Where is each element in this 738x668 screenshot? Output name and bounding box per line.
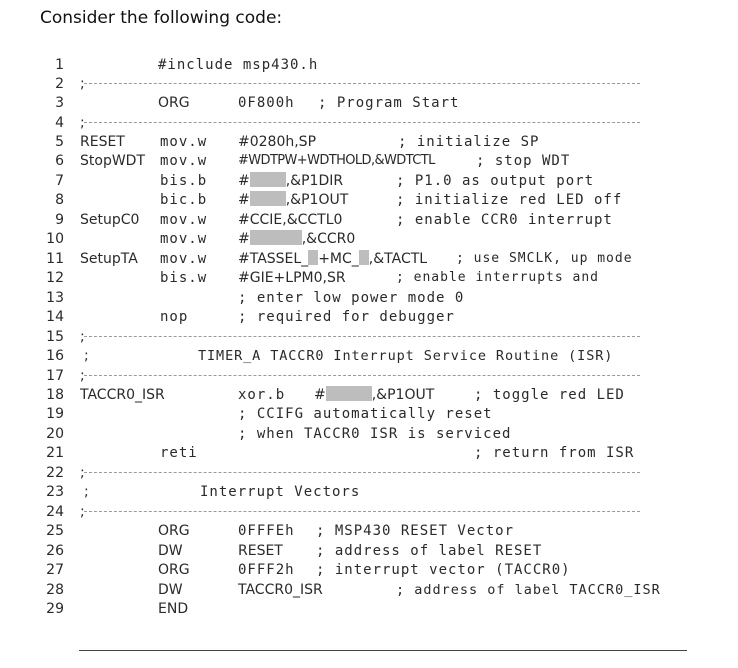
code-line-11 <box>0 250 738 268</box>
line-number: 28 <box>46 582 64 598</box>
instruction: nop <box>160 309 189 325</box>
separator-line <box>84 122 640 123</box>
instruction: mov.w <box>160 134 208 150</box>
intro-text: Consider the following code: <box>40 8 283 28</box>
separator-line <box>84 336 640 337</box>
code-line-21 <box>0 444 738 462</box>
line-number: 29 <box>46 601 64 617</box>
separator-line <box>84 511 640 512</box>
line-number: 11 <box>46 251 64 267</box>
line-number: 26 <box>46 543 64 559</box>
comment: ; interrupt vector (TACCR0) <box>316 562 571 578</box>
separator-line <box>84 472 640 473</box>
directive: END <box>158 601 189 617</box>
line-number: 7 <box>55 173 64 189</box>
code-line-19 <box>0 405 738 423</box>
code-line-15 <box>0 328 738 346</box>
include-directive: #include msp430.h <box>158 57 319 73</box>
comment: ; required for debugger <box>238 309 455 325</box>
operand: TACCR0_ISR <box>238 582 323 598</box>
comment-semicolon: ; <box>80 368 85 384</box>
comment: ; CCIFG automatically reset <box>238 406 493 422</box>
code-line-10 <box>0 230 738 248</box>
comment: ; initialize SP <box>398 134 540 150</box>
operand: 0FFF2h <box>238 562 295 578</box>
instruction: bis.b <box>160 173 208 189</box>
code-line-17 <box>0 367 738 385</box>
comment-semicolon: ; <box>80 115 85 131</box>
operand: RESET <box>238 543 283 559</box>
line-number: 4 <box>55 115 64 131</box>
code-line-29 <box>0 600 738 618</box>
line-number: 8 <box>55 192 64 208</box>
instruction: xor.b <box>238 387 286 403</box>
separator-line <box>84 83 640 84</box>
code-line-12 <box>0 269 738 287</box>
separator-line <box>84 375 640 376</box>
comment: ; stop WDT <box>476 153 571 169</box>
line-number: 2 <box>55 76 64 92</box>
comment-semicolon: ; <box>80 504 85 520</box>
code-line-20 <box>0 425 738 443</box>
comment-semicolon: ; <box>84 348 89 364</box>
code-label: SetupTA <box>80 251 138 267</box>
operand: #CCIE,&CCTL0 <box>238 212 343 228</box>
comment-semicolon: ; <box>84 484 89 500</box>
code-line-6 <box>0 152 738 170</box>
bottom-rule <box>79 650 687 651</box>
comment: ; when TACCR0 ISR is serviced <box>238 426 512 442</box>
line-number: 12 <box>46 270 64 286</box>
operand: 0FFFEh <box>238 523 295 539</box>
code-line-25 <box>0 522 738 540</box>
line-number: 6 <box>55 153 64 169</box>
comment: ; enter low power mode 0 <box>238 290 465 306</box>
code-label: TACCR0_ISR <box>80 387 165 403</box>
code-label: RESET <box>80 134 125 150</box>
instruction: mov.w <box>160 153 208 169</box>
instruction: bis.w <box>160 270 208 286</box>
directive: ORG <box>158 523 190 539</box>
section-title: TIMER_A TACCR0 Interrupt Service Routine (ISR) <box>198 348 614 364</box>
redacted-box <box>326 386 372 401</box>
code-line-27 <box>0 561 738 579</box>
operand: # ,&CCR0 <box>238 231 356 247</box>
line-number: 13 <box>46 290 64 306</box>
code-line-28 <box>0 581 738 599</box>
instruction: bic.b <box>160 192 208 208</box>
line-number: 20 <box>46 426 64 442</box>
redacted-box <box>250 230 302 245</box>
comment: ; address of label RESET <box>316 543 543 559</box>
directive: DW <box>158 543 183 559</box>
operand: # ,&P1OUT <box>238 192 349 208</box>
code-line-9 <box>0 211 738 229</box>
line-number: 15 <box>46 329 64 345</box>
code-line-3 <box>0 94 738 112</box>
operand: #WDTPW+WDTHOLD,&WDTCTL <box>238 153 435 168</box>
code-line-23 <box>0 483 738 501</box>
redacted-box <box>308 250 318 265</box>
line-number: 19 <box>46 406 64 422</box>
line-number: 23 <box>46 484 64 500</box>
code-line-13 <box>0 289 738 307</box>
code-line-24 <box>0 503 738 521</box>
operand: #0280h,SP <box>238 134 317 150</box>
code-line-16 <box>0 347 738 365</box>
comment: ; use SMCLK, up mode <box>456 251 633 266</box>
operand: # ,&P1OUT <box>314 387 435 403</box>
comment: ; MSP430 RESET Vector <box>316 523 515 539</box>
code-label: StopWDT <box>80 153 146 169</box>
operand: #GIE+LPM0,SR <box>238 270 346 286</box>
code-line-2 <box>0 75 738 93</box>
comment-semicolon: ; <box>80 329 85 345</box>
line-number: 21 <box>46 445 64 461</box>
line-number: 1 <box>55 57 64 73</box>
redacted-box <box>250 172 286 187</box>
code-line-8 <box>0 191 738 209</box>
code-line-18 <box>0 386 738 404</box>
code-line-26 <box>0 542 738 560</box>
code-line-1 <box>0 56 738 74</box>
code-line-7 <box>0 172 738 190</box>
comment: ; P1.0 as output port <box>396 173 595 189</box>
instruction: mov.w <box>160 212 208 228</box>
comment-semicolon: ; <box>80 76 85 92</box>
line-number: 16 <box>46 348 64 364</box>
line-number: 14 <box>46 309 64 325</box>
redacted-box <box>250 191 286 206</box>
redacted-box <box>359 250 369 265</box>
instruction: reti <box>160 445 198 461</box>
line-number: 27 <box>46 562 64 578</box>
comment: ; enable CCR0 interrupt <box>396 212 613 228</box>
comment: ; enable interrupts and <box>396 270 600 285</box>
line-number: 18 <box>46 387 64 403</box>
directive: DW <box>158 582 183 598</box>
code-line-5 <box>0 133 738 151</box>
line-number: 25 <box>46 523 64 539</box>
code-line-14 <box>0 308 738 326</box>
operand: # ,&P1DIR <box>238 173 344 189</box>
comment: ; return from ISR <box>474 445 635 461</box>
line-number: 9 <box>55 212 64 228</box>
code-label: SetupC0 <box>80 212 140 228</box>
directive: ORG <box>158 562 190 578</box>
instruction: mov.w <box>160 231 208 247</box>
operand: #TASSEL_ +MC_ ,&TACTL <box>238 251 428 267</box>
line-number: 10 <box>46 231 64 247</box>
directive: ORG <box>158 95 190 111</box>
comment-semicolon: ; <box>80 465 85 481</box>
line-number: 3 <box>55 95 64 111</box>
comment: ; toggle red LED <box>474 387 625 403</box>
section-title: Interrupt Vectors <box>200 484 361 500</box>
line-number: 5 <box>55 134 64 150</box>
comment: ; initialize red LED off <box>396 192 623 208</box>
code-line-22 <box>0 464 738 482</box>
code-line-4 <box>0 114 738 132</box>
comment: ; Program Start <box>318 95 460 111</box>
line-number: 17 <box>46 368 64 384</box>
comment: ; address of label TACCR0_ISR <box>396 582 661 598</box>
line-number: 24 <box>46 504 64 520</box>
instruction: mov.w <box>160 251 208 267</box>
operand: 0F800h <box>238 95 295 111</box>
line-number: 22 <box>46 465 64 481</box>
